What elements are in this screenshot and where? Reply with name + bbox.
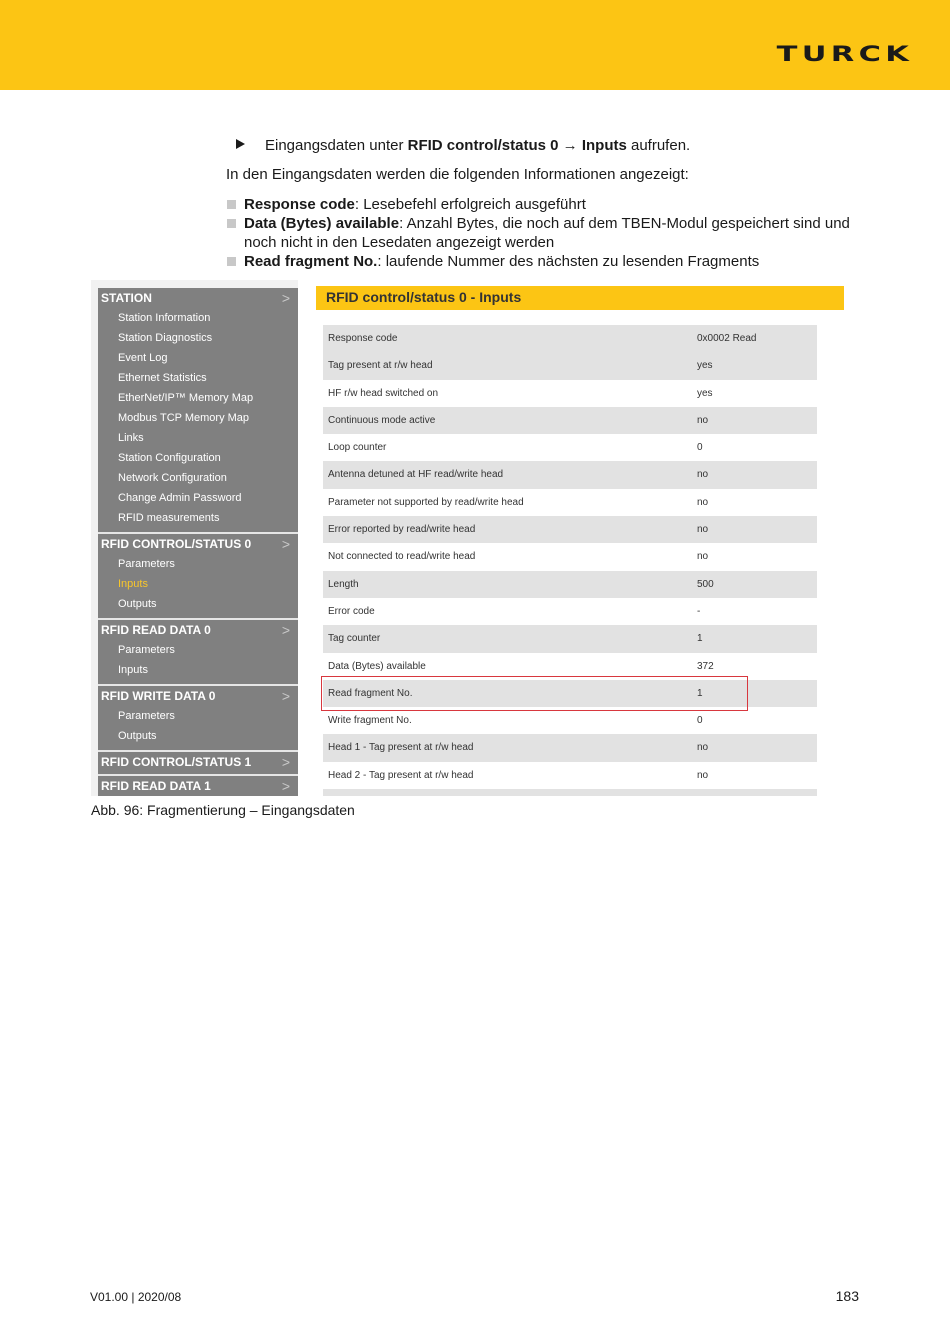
- sidebar-item-outputs[interactable]: Outputs: [118, 730, 157, 742]
- row-value: no: [697, 469, 709, 481]
- bullet-term: Read fragment No.: [244, 253, 378, 270]
- chevron-right-icon: >: [281, 622, 290, 638]
- row-value: no: [697, 496, 709, 508]
- sidebar-item-station-information[interactable]: Station Information: [118, 312, 211, 324]
- bullet-item: [226, 214, 856, 252]
- row-value: 1: [697, 633, 703, 645]
- header-bar: [0, 0, 950, 90]
- row-label: Data (Bytes) available: [328, 660, 426, 672]
- row-label: Tag counter: [328, 633, 381, 645]
- page-number: 183: [835, 1288, 859, 1304]
- chevron-right-icon: >: [281, 536, 290, 552]
- chevron-right-icon: >: [281, 778, 290, 794]
- chevron-right-icon: >: [281, 290, 290, 306]
- table-row: [323, 516, 817, 543]
- table-row: [323, 380, 817, 407]
- row-value: no: [697, 524, 709, 536]
- table-row: [323, 352, 817, 379]
- bullet-text: : laufende Nummer des nächsten zu lesenden Fragments: [377, 253, 760, 270]
- row-label: HF r/w head switched on: [328, 387, 439, 399]
- table-row: [323, 543, 817, 570]
- sidebar: [98, 288, 298, 796]
- bullet-item: [226, 195, 856, 214]
- row-label: Antenna detuned at HF read/write head: [328, 469, 504, 481]
- sidebar-item-rfid-measurements[interactable]: RFID measurements: [118, 512, 220, 524]
- webserver-screenshot: [91, 280, 859, 796]
- row-label: Error reported by read/write head: [328, 524, 476, 536]
- sidebar-section-rfid-write-data-0[interactable]: [98, 686, 298, 706]
- row-value: no: [697, 769, 709, 781]
- row-value: 500: [697, 578, 714, 590]
- row-value: 0x0002 Read: [697, 333, 757, 344]
- table-row: [323, 571, 817, 598]
- chevron-right-icon: >: [281, 754, 290, 770]
- instruction-bold-2: Inputs: [581, 137, 627, 154]
- row-label: Response code: [328, 333, 398, 344]
- sidebar-item-network-configuration[interactable]: Network Configuration: [118, 472, 227, 484]
- table-row: [323, 434, 817, 461]
- sidebar-item-station-diagnostics[interactable]: Station Diagnostics: [118, 332, 213, 344]
- sidebar-item-parameters[interactable]: Parameters: [118, 558, 175, 570]
- sidebar-section-station[interactable]: [98, 288, 298, 308]
- bullet-text: : Anzahl Bytes, die noch auf dem TBEN-Modul gespeichert sind und noch nicht in den Lesedaten angezeigt werden: [244, 215, 850, 251]
- highlight-box: [321, 676, 748, 711]
- instruction-text-end: aufrufen.: [626, 137, 691, 154]
- section-title: RFID READ DATA 1: [101, 779, 211, 793]
- turck-logo: TURCK: [776, 42, 913, 66]
- row-value: 0: [697, 442, 703, 454]
- inputs-table: [323, 325, 817, 796]
- row-label: Not connected to read/write head: [328, 551, 476, 563]
- sidebar-item-outputs[interactable]: Outputs: [118, 598, 157, 610]
- row-value: 372: [697, 660, 714, 672]
- arrow-right-icon: →: [558, 137, 582, 154]
- table-row: [323, 625, 817, 652]
- bullet-list: [226, 195, 856, 271]
- table-row: [323, 489, 817, 516]
- sidebar-item-parameters[interactable]: Parameters: [118, 710, 175, 722]
- bullet-term: Data (Bytes) available: [244, 215, 400, 232]
- section-title: STATION: [101, 291, 152, 305]
- section-title: RFID CONTROL/STATUS 0: [101, 537, 252, 551]
- section-title: RFID WRITE DATA 0: [101, 689, 216, 703]
- instruction-step: [236, 137, 690, 155]
- sidebar-section-rfid-control-status-0[interactable]: [98, 534, 298, 554]
- intro-paragraph: In den Eingangsdaten werden die folgenden Informationen angezeigt:: [226, 166, 689, 183]
- sidebar-item-event-log[interactable]: Event Log: [118, 352, 168, 364]
- sidebar-item-ethernetip-memory-map[interactable]: EtherNet/IP™ Memory Map: [118, 392, 254, 404]
- row-label: Parameter not supported by read/write head: [328, 496, 524, 508]
- row-label: Error code: [328, 605, 375, 617]
- row-value: yes: [697, 360, 713, 372]
- instruction-bold-1: RFID control/status 0: [407, 137, 559, 154]
- row-label: Loop counter: [328, 442, 387, 454]
- chevron-right-icon: >: [281, 688, 290, 704]
- main-content: [298, 280, 859, 796]
- page-title: RFID control/status 0 - Inputs: [316, 286, 844, 310]
- row-label: Continuous mode active: [328, 414, 436, 426]
- table-row: [323, 598, 817, 625]
- bullet-square-icon: [227, 200, 236, 209]
- figure-caption: Abb. 96: Fragmentierung – Eingangsdaten: [91, 802, 355, 818]
- row-value: 0: [697, 715, 703, 727]
- table-row: [323, 325, 817, 352]
- row-label: Write fragment No.: [328, 715, 412, 727]
- bullet-item: [226, 252, 856, 271]
- sidebar-item-inputs-active[interactable]: Inputs: [118, 578, 148, 590]
- sidebar-item-change-admin-password[interactable]: Change Admin Password: [118, 492, 242, 504]
- bullet-square-icon: [227, 219, 236, 228]
- footer-version: V01.00 | 2020/08: [90, 1290, 182, 1304]
- bullet-text: : Lesebefehl erfolgreich ausgeführt: [354, 196, 586, 213]
- bullet-term: Response code: [244, 196, 355, 213]
- row-value: -: [697, 605, 701, 617]
- row-value: no: [697, 551, 709, 563]
- section-title: RFID CONTROL/STATUS 1: [101, 755, 252, 769]
- row-value: no: [697, 742, 709, 754]
- sidebar-item-links[interactable]: Links: [118, 432, 144, 444]
- row-label: Head 1 - Tag present at r/w head: [328, 742, 474, 754]
- table-row: [323, 461, 817, 488]
- sidebar-item-ethernet-statistics[interactable]: Ethernet Statistics: [118, 372, 207, 384]
- row-value: no: [697, 414, 709, 426]
- sidebar-item-modbus-memory-map[interactable]: Modbus TCP Memory Map: [118, 412, 250, 424]
- instruction-text: Eingangsdaten unter: [265, 137, 408, 154]
- row-label: Tag present at r/w head: [328, 360, 433, 372]
- row-value: yes: [697, 387, 713, 399]
- table-row: [323, 407, 817, 434]
- bullet-square-icon: [227, 257, 236, 266]
- row-label: Read fragment No.: [328, 687, 413, 699]
- sidebar-section-rfid-control-status-1[interactable]: [98, 752, 298, 772]
- row-label: Head 2 - Tag present at r/w head: [328, 769, 474, 781]
- play-triangle-icon: [236, 139, 245, 149]
- row-label: Length: [328, 578, 359, 590]
- sidebar-section-rfid-read-data-1[interactable]: [98, 776, 298, 796]
- row-value: 1: [697, 687, 703, 699]
- table-row: [323, 762, 817, 789]
- sidebar-item-station-configuration[interactable]: Station Configuration: [118, 452, 221, 464]
- table-row-partial: [323, 789, 817, 796]
- sidebar-item-inputs[interactable]: Inputs: [118, 664, 148, 676]
- table-row: [323, 707, 817, 734]
- sidebar-item-parameters[interactable]: Parameters: [118, 644, 175, 656]
- section-title: RFID READ DATA 0: [101, 623, 211, 637]
- sidebar-section-rfid-read-data-0[interactable]: [98, 620, 298, 640]
- table-row: [323, 734, 817, 761]
